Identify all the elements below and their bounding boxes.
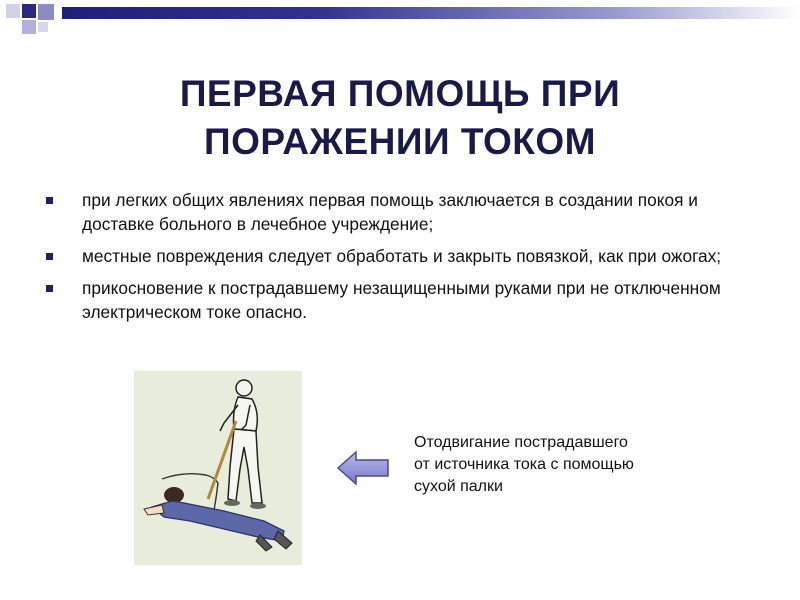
bullet-item [46, 276, 746, 324]
decor-square [38, 4, 54, 20]
arrow-left-icon [336, 448, 390, 488]
gradient-bar [62, 7, 800, 19]
rescue-illustration [134, 371, 302, 565]
illustration-caption [414, 432, 714, 498]
decor-square [22, 20, 36, 34]
square-bullet-icon [46, 285, 53, 292]
bullet-item [46, 188, 746, 236]
caption-line-1: Отодвигание пострадавшего [414, 434, 628, 451]
decor-square [22, 4, 36, 18]
caption-line-2: от источника тока с помощью [414, 456, 634, 473]
decor-square [6, 4, 20, 18]
rescue-illustration-drawing [134, 371, 302, 565]
bullet-list [46, 188, 746, 332]
square-bullet-icon [46, 197, 53, 204]
slide-title [0, 70, 800, 166]
bullet-item [46, 244, 746, 268]
bullet-text: местные повреждения следует обработать и закрыть повязкой, как при ожогах; [82, 246, 722, 266]
slide-title-line-1: ПЕРВАЯ ПОМОЩЬ ПРИ [179, 73, 621, 114]
decor-square [38, 22, 48, 32]
arrow-left-shape [336, 448, 390, 488]
top-decoration [0, 0, 800, 40]
bullet-text: прикосновение к пострадавшему незащищенными руками при не отключенном электрическом токе опасно. [82, 278, 721, 322]
caption-line-3: сухой палки [414, 478, 503, 495]
slide-title-line-2: ПОРАЖЕНИИ ТОКОМ [204, 121, 596, 162]
bullet-text: при легких общих явлениях первая помощь заключается в создании покоя и доставке больного в лечебное учреждение; [82, 190, 698, 234]
square-bullet-icon [46, 253, 53, 260]
